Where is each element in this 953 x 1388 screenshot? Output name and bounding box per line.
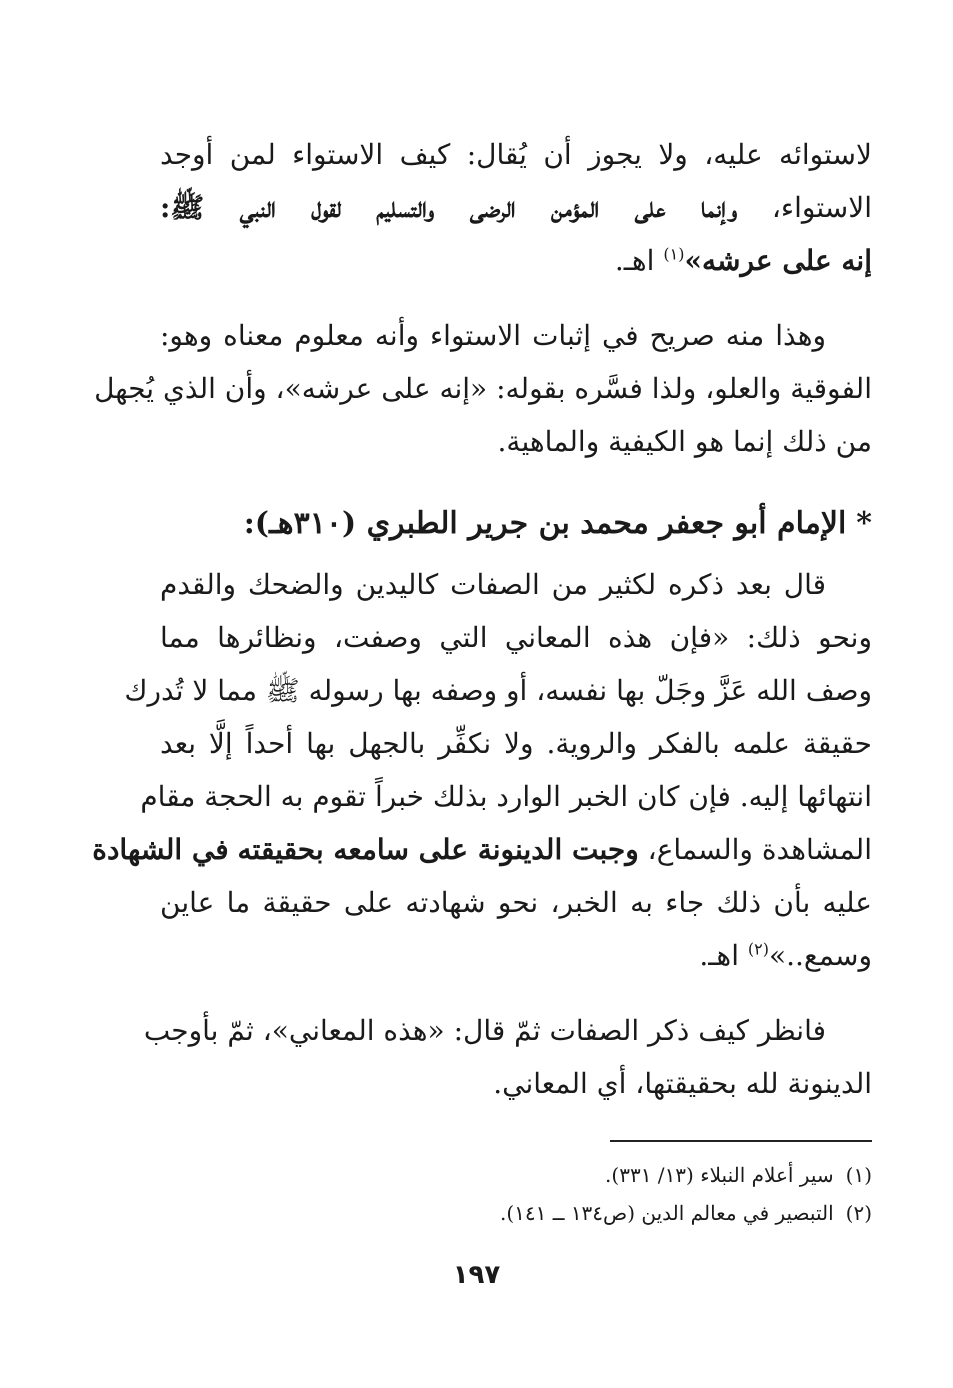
text-line: وصف الله عَزَّ وجَلّ بها نفسه، أو وصفه بها رسوله ﷺ مما لا تُدرك [124, 674, 872, 707]
text-span: اهـ. [614, 244, 664, 277]
text-line: الدينونة لله بحقيقتها، أي المعاني. [493, 1067, 872, 1100]
bold-text-span: إنه على عرشه» [684, 244, 872, 277]
page-body [92, 128, 872, 1232]
text-line: من ذلك إنما هو الكيفية والماهية. [497, 425, 872, 458]
paragraph-3 [92, 558, 872, 982]
footnote-item [160, 1194, 872, 1232]
text-line: وهذا منه صريح في إثبات الاستواء وأنه معلوم معناه وهو: [160, 319, 826, 352]
bold-text-span: في الشهادة [92, 833, 229, 866]
text-line: الفوقية والعلو، ولذا فسَّره بقوله: «إنه على عرشه»، وأن الذي يُجهل [94, 372, 872, 405]
footnote-divider [610, 1140, 872, 1142]
footnote-number: (١) [845, 1163, 872, 1187]
footnote-text: سير أعلام النبلاء (١٣/ ٣٣١). [605, 1163, 834, 1187]
text-line: قال بعد ذكره لكثير من الصفات كاليدين والضحك والقدم [160, 568, 826, 601]
text-line [160, 234, 872, 287]
section-heading [160, 496, 872, 552]
text-span: المشاهدة والسماع، [647, 833, 872, 866]
text-span: وسمع..» [768, 939, 872, 972]
text-span: الاستواء، [771, 191, 872, 224]
text-line [160, 181, 872, 234]
text-line [92, 823, 872, 876]
footnote-marker: (١) [663, 244, 685, 264]
heading-text: الإمام أبو جعفر محمد بن جرير الطبري (٣١٠هـ): [243, 506, 847, 541]
footnotes [160, 1156, 872, 1232]
text-line: لاستوائه عليه، ولا يجوز أن يُقال: كيف الاستواء لمن أوجد [160, 138, 872, 171]
star-bullet-icon: * [856, 506, 872, 541]
footnote-marker: (٢) [747, 939, 769, 959]
paragraph-1 [160, 128, 872, 287]
bold-text-span: وجبت الدينونة على سامعه بحقيقته [237, 833, 639, 866]
footnote-number: (٢) [845, 1201, 872, 1225]
text-line: فانظر كيف ذكر الصفات ثمّ قال: «هذه المعاني»، ثمّ بأوجب [143, 1014, 826, 1047]
text-line: عليه بأن ذلك جاء به الخبر، نحو شهادته على حقيقة ما عاين [160, 886, 872, 919]
footnote-item [160, 1156, 872, 1194]
text-line: انتهائها إليه. فإن كان الخبر الوارد بذلك خبراً تقوم به الحجة مقام [140, 780, 872, 813]
paragraph-2 [94, 309, 872, 468]
text-line: ونحو ذلك: «فإن هذه المعاني التي وصفت، ونظائرها مما [160, 621, 872, 654]
text-line: حقيقة علمه بالفكر والروية. ولا نكفِّر بالجهل بها أحداً إلَّا بعد [160, 727, 872, 760]
bold-text-span: وإنما على المؤمن الرضى والتسليم لقول النبي ﷺ: [160, 191, 738, 224]
page-number: ١٩٧ [452, 1260, 501, 1290]
paragraph-4 [143, 1004, 872, 1110]
text-line [160, 929, 872, 982]
footnote-text: التبصير في معالم الدين (ص١٣٤ ــ ١٤١). [499, 1201, 834, 1225]
text-span: اهـ. [699, 939, 748, 972]
